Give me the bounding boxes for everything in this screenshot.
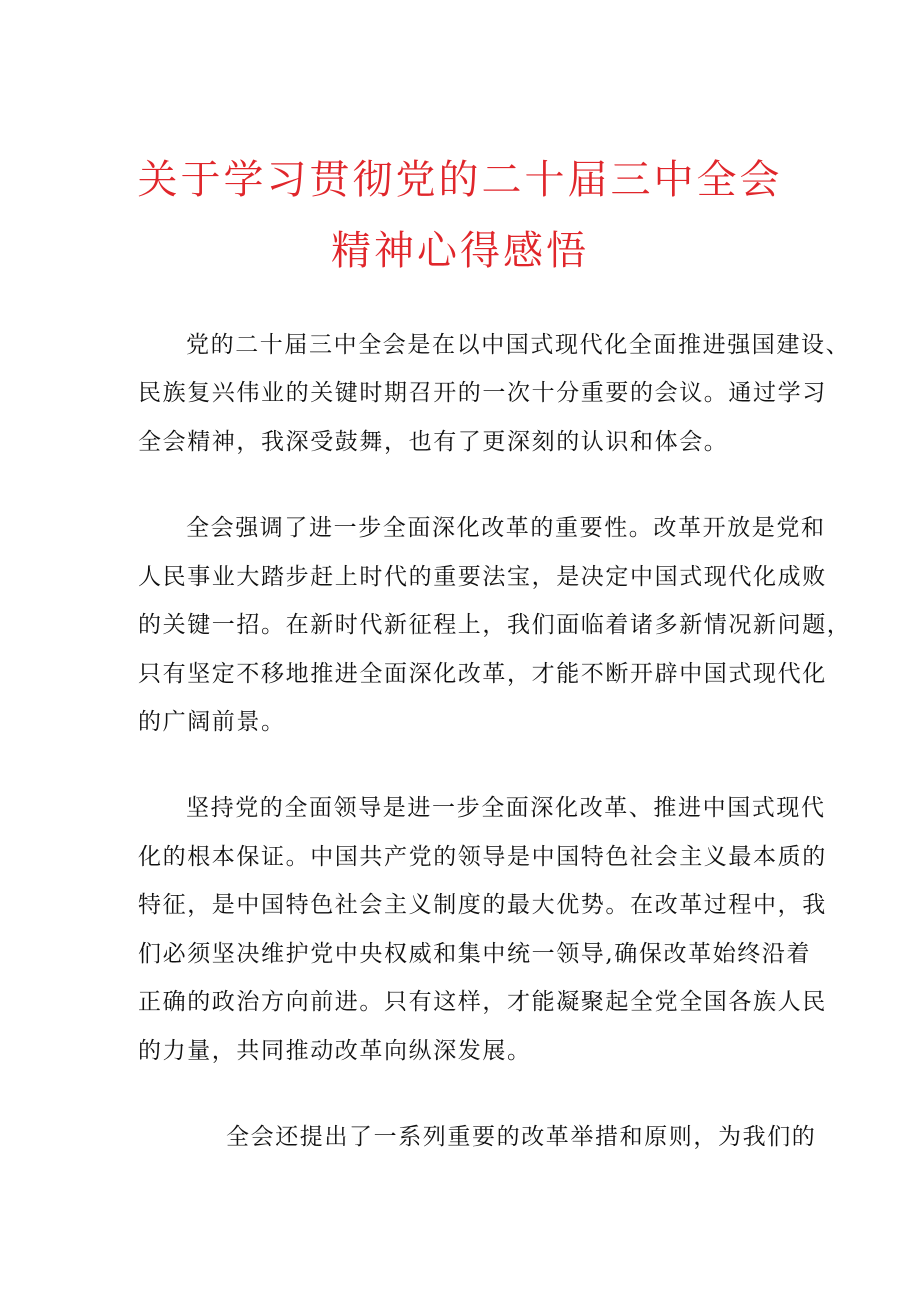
paragraph-3-line-6: 的力量，共同推动改革向纵深发展。 <box>138 1038 532 1064</box>
paragraph-1-line-3: 全会精神，我深受鼓舞，也有了更深刻的认识和体会。 <box>138 429 729 455</box>
paragraph-3-line-3: 特征，是中国特色社会主义制度的最大优势。在改革过程中，我 <box>138 892 827 918</box>
paragraph-3-line-5: 正确的政治方向前进。只有这样，才能凝聚起全党全国各族人民 <box>138 989 827 1015</box>
paragraph-2-line-5: 的广阔前景。 <box>138 709 286 735</box>
paragraph-1-line-2: 民族复兴伟业的关键时期召开的一次十分重要的会议。通过学习 <box>138 380 827 406</box>
paragraph-1-line-1: 党的二十届三中全会是在以中国式现代化全面推进强国建设、 <box>186 332 851 358</box>
document-title-line-1: 关于学习贯彻党的二十届三中全会 <box>137 157 783 203</box>
paragraph-3-line-2: 化的根本保证。中国共产党的领导是中国特色社会主义最本质的 <box>138 844 827 870</box>
paragraph-2-line-1: 全会强调了进一步全面深化改革的重要性。改革开放是党和 <box>186 515 826 541</box>
document-title-line-2: 精神心得感悟 <box>331 228 589 274</box>
paragraph-4-line-1: 全会还提出了一系列重要的改革举措和原则，为我们的 <box>226 1124 817 1150</box>
paragraph-2-line-3: 的关键一招。在新时代新征程上，我们面临着诸多新情况新问题， <box>138 612 852 638</box>
paragraph-2-line-4: 只有坚定不移地推进全面深化改革，才能不断开辟中国式现代化 <box>138 661 827 687</box>
paragraph-2-line-2: 人民事业大踏步赶上时代的重要法宝，是决定中国式现代化成败 <box>138 564 827 590</box>
paragraph-3-line-1: 坚持党的全面领导是进一步全面深化改革、推进中国式现代 <box>186 795 826 821</box>
paragraph-3-line-4: 们必须坚决维护党中央权威和集中统一领导,确保改革始终沿着 <box>138 941 812 967</box>
